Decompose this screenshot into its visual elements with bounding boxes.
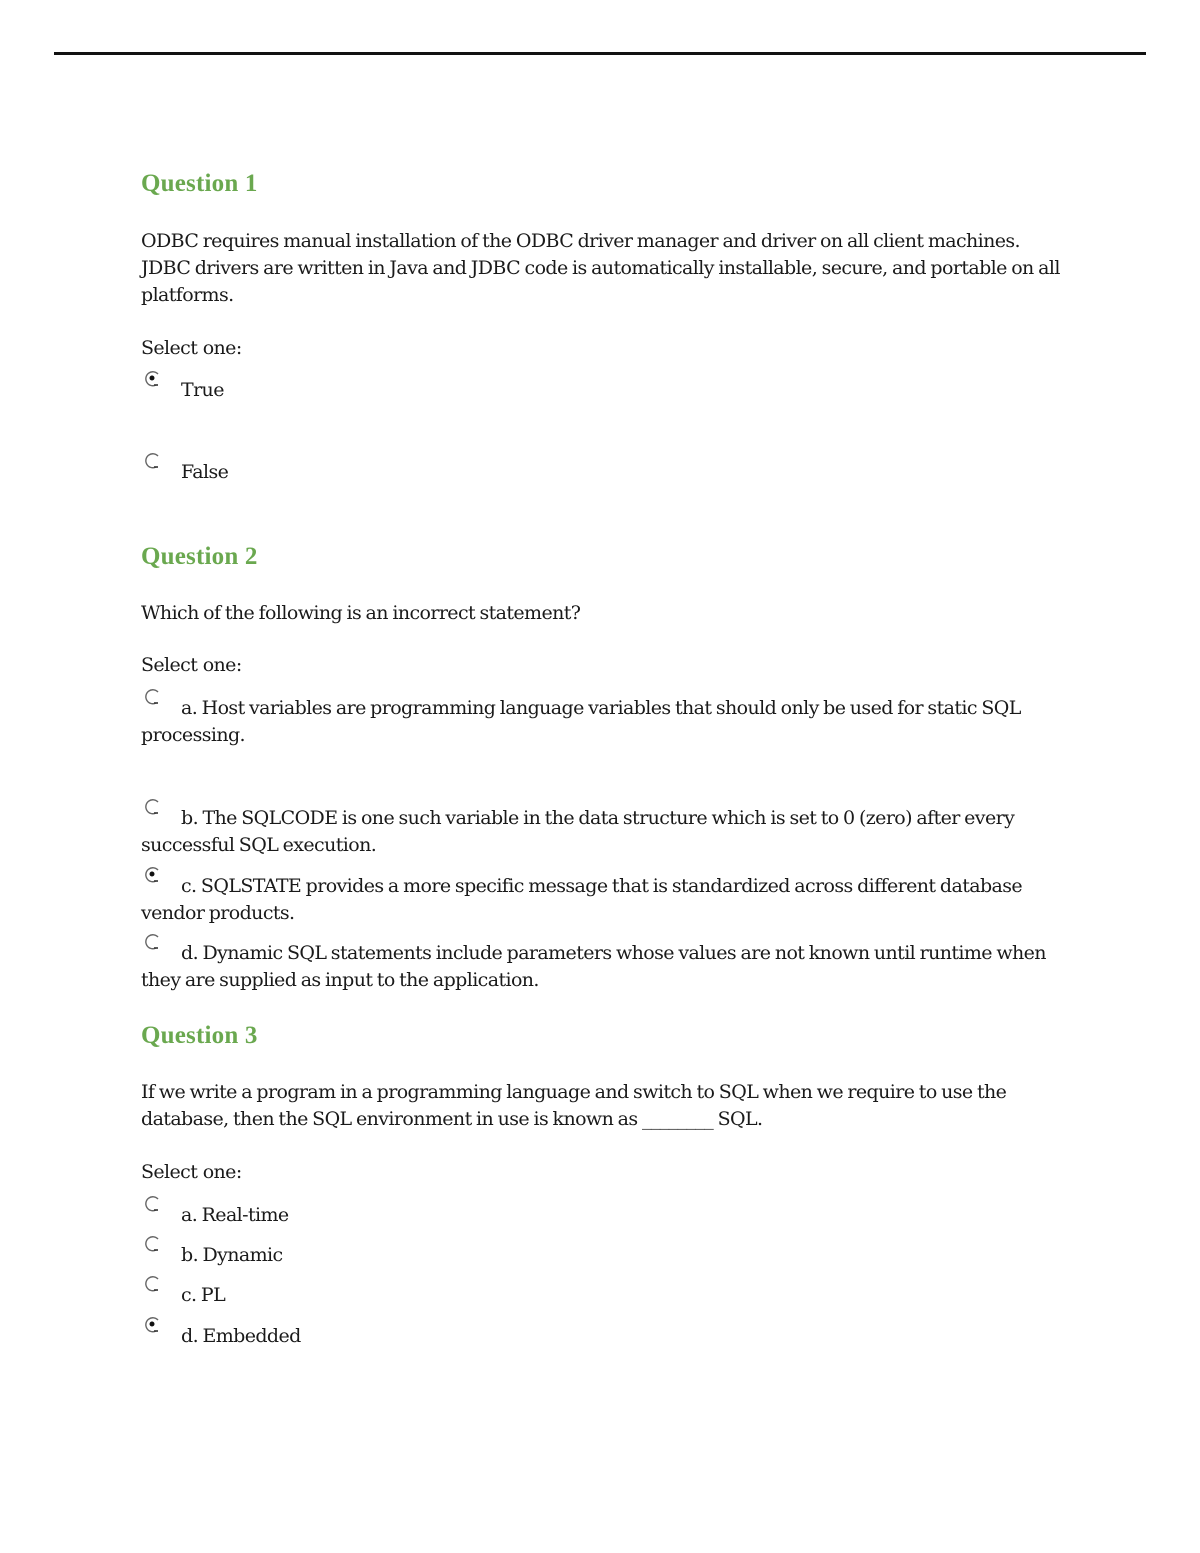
question-2-option-d[interactable] [141,940,1061,994]
question-2-text: Which of the following is an incorrect statement? [141,602,581,624]
question-2-title: Question 2 [141,543,258,570]
option-label: False [181,461,229,483]
option-label: True [181,379,224,401]
question-1-prompt: Select one: [141,337,242,359]
question-2-option-c[interactable] [141,873,1061,927]
option-label: a. Host variables are programming language variables that should only be used for static SQL processing. [141,697,1021,746]
question-1-text: ODBC requires manual installation of the ODBC driver manager and driver on all client machines. JDBC drivers are written in Java and JDBC code is automatically installable, secure, and portable on all platforms. [141,230,1060,306]
question-3-option-b[interactable] [141,1242,1061,1269]
question-1-title: Question 1 [141,170,258,197]
option-label: c. PL [181,1284,226,1306]
question-3-prompt: Select one: [141,1161,242,1183]
question-1-option-true[interactable] [141,377,1061,404]
question-1-option-false[interactable] [141,459,1061,486]
question-3-title: Question 3 [141,1022,258,1049]
option-label: c. SQLSTATE provides a more specific message that is standardized across different database vendor products. [141,875,1023,924]
question-3-option-d[interactable] [141,1323,1061,1350]
option-label: d. Embedded [181,1325,301,1347]
question-3-option-c[interactable] [141,1282,1061,1309]
option-label: a. Real-time [181,1204,289,1226]
top-divider [54,52,1146,55]
question-2-option-a[interactable] [141,695,1061,749]
question-3-option-a[interactable] [141,1202,1061,1229]
question-3-text: If we write a program in a programming language and switch to SQL when we require to use the database, then the SQL environment in use is known as ________ SQL. [141,1081,1007,1130]
option-label: b. Dynamic [181,1244,283,1266]
question-2-option-b[interactable] [141,805,1061,859]
option-label: b. The SQLCODE is one such variable in the data structure which is set to 0 (zero) after every successful SQL execution. [141,807,1015,856]
question-2-prompt: Select one: [141,654,242,676]
option-label: d. Dynamic SQL statements include parameters whose values are not known until runtime when they are supplied as input to the application. [141,942,1046,991]
